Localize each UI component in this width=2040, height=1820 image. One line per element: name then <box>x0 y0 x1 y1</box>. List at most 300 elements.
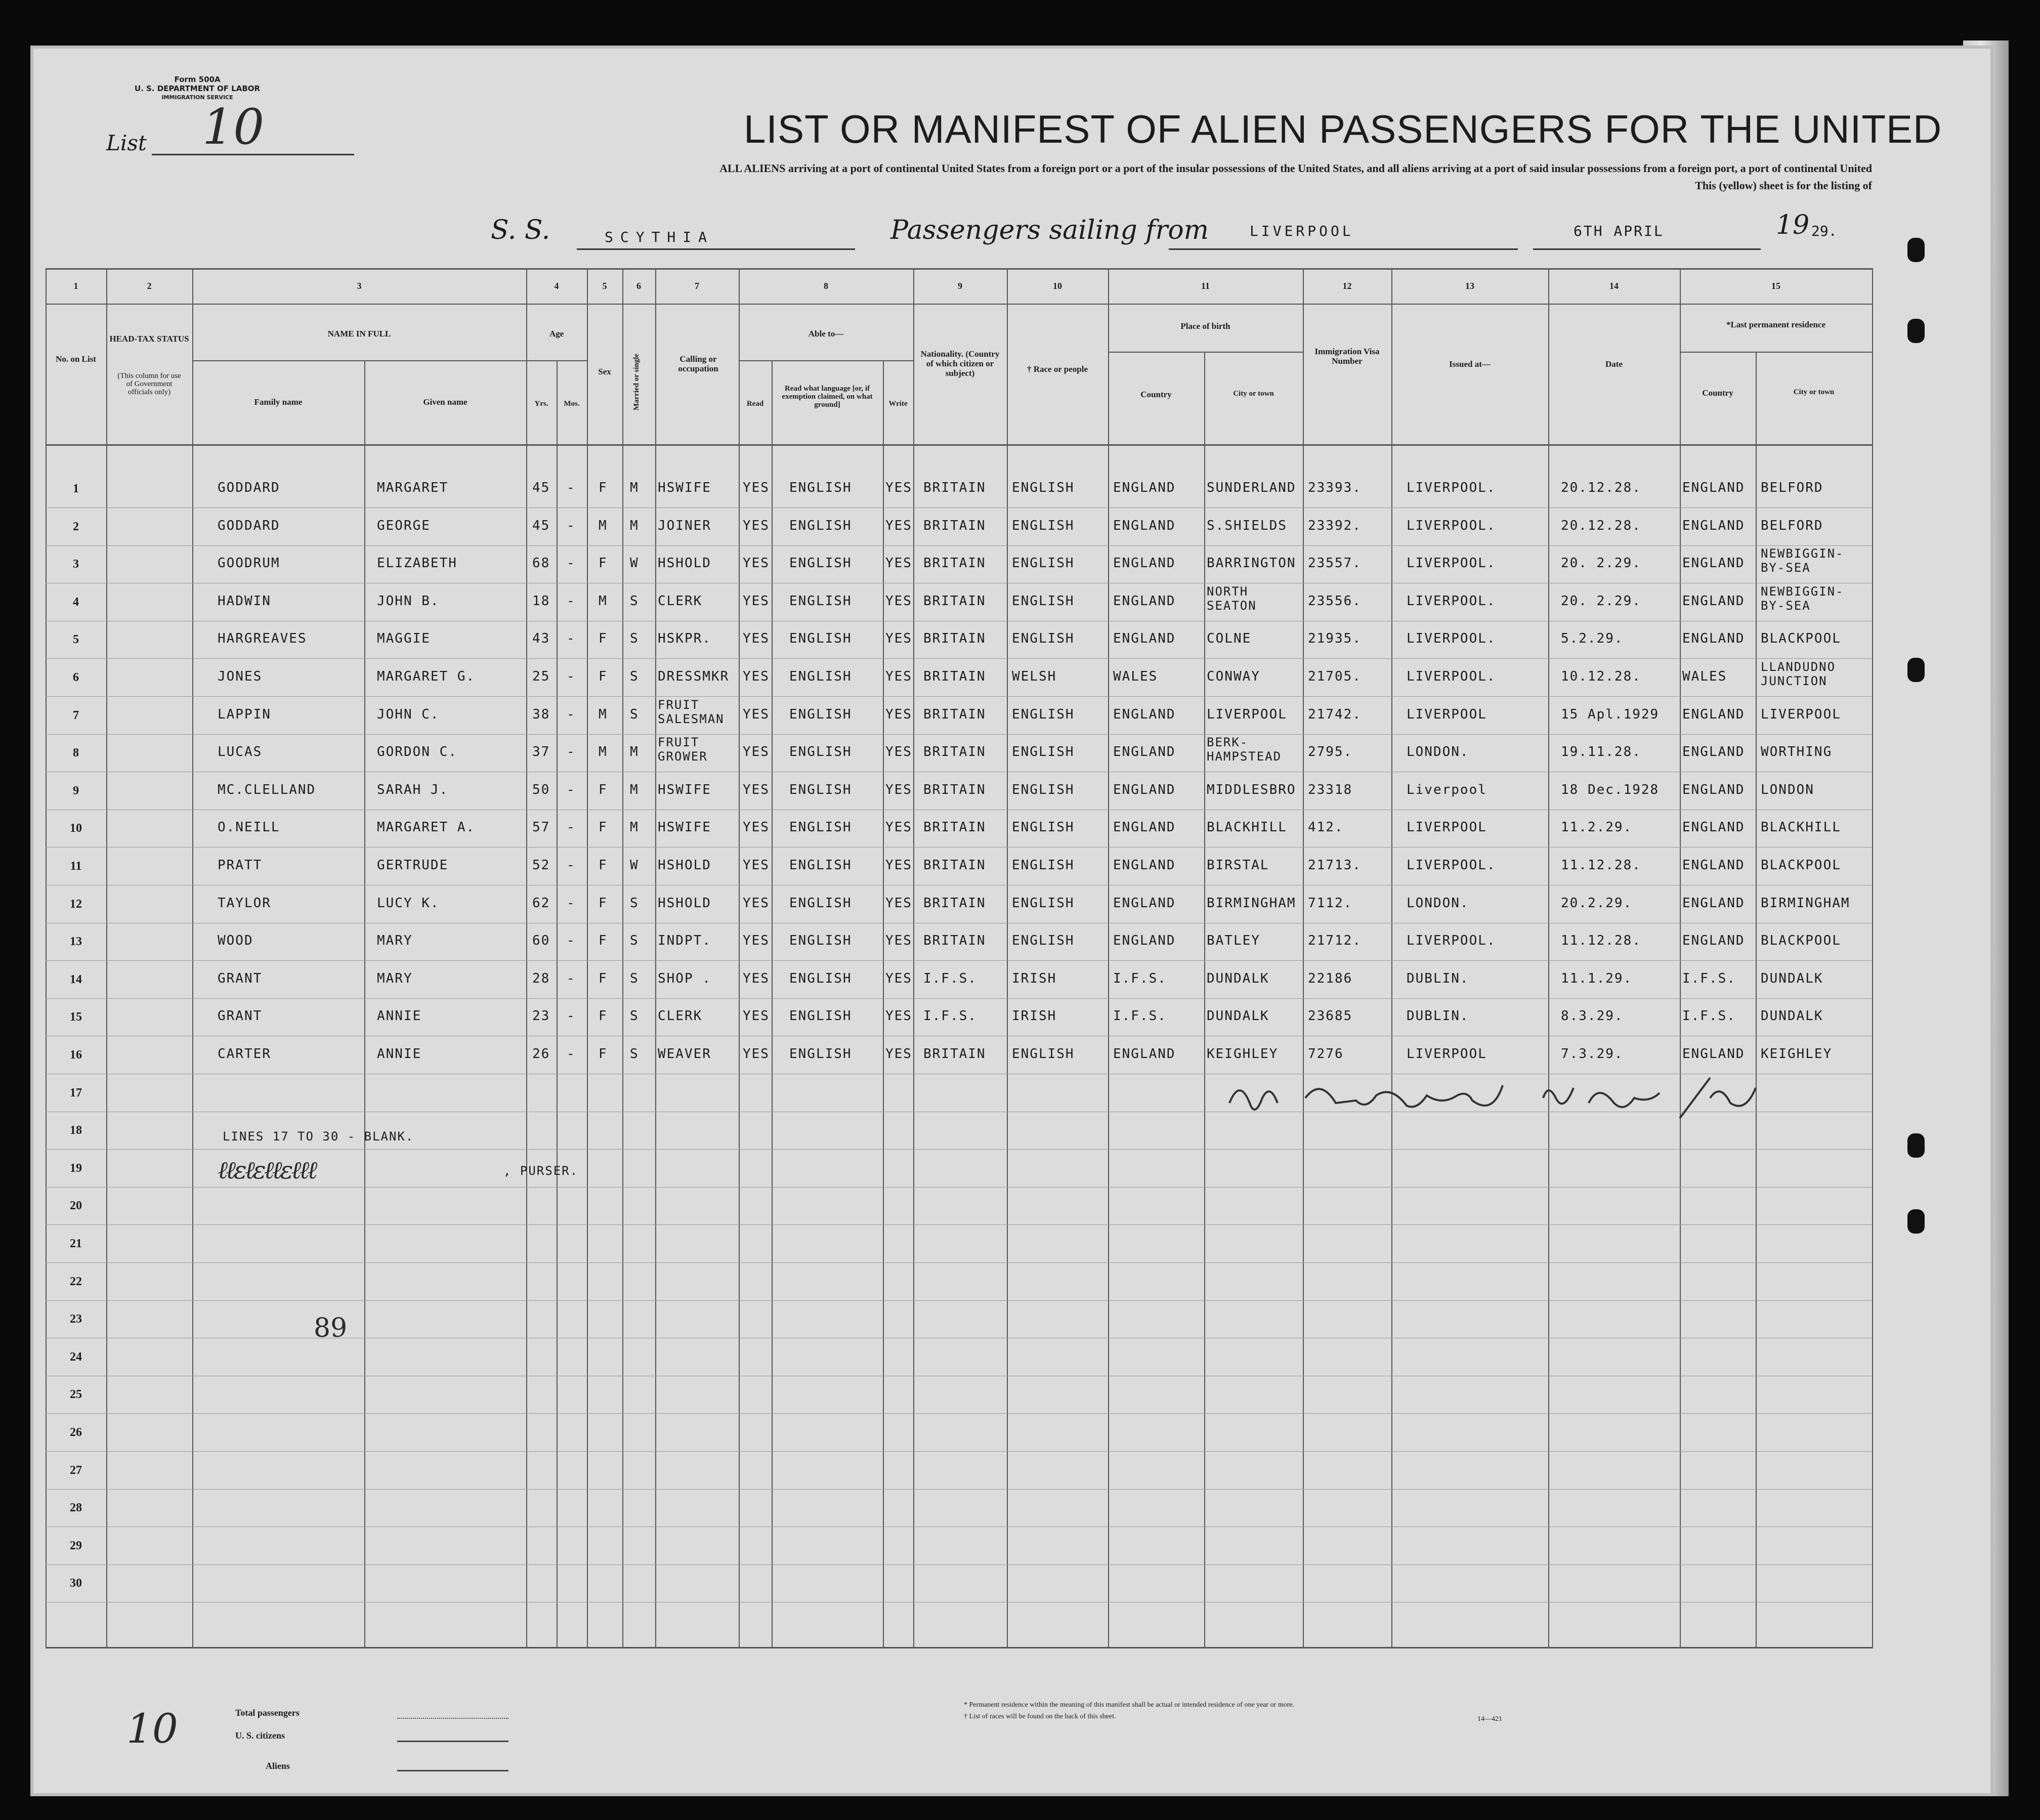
given-name-cell: ELIZABETH <box>377 556 457 571</box>
occupation-cell: HSKPR. <box>658 631 711 646</box>
read-cell: YES <box>743 933 770 948</box>
issue-date-cell: 11.12.28. <box>1561 933 1641 948</box>
age-cell: 52 <box>532 858 550 873</box>
year-prefix: 19 <box>1776 210 1810 240</box>
nationality-cell: BRITAIN <box>923 480 986 495</box>
row-number: 23 <box>70 1313 82 1326</box>
row-rule <box>46 696 1872 697</box>
months-cell: - <box>567 556 576 571</box>
race-cell: ENGLISH <box>1012 594 1075 609</box>
blank-lines-note: LINES 17 TO 30 - BLANK. <box>223 1129 414 1144</box>
residence-city-cell: KEIGHLEY <box>1761 1046 1833 1062</box>
race-cell: IRISH <box>1012 1008 1057 1024</box>
age-cell: 60 <box>532 933 550 948</box>
issue-date-cell: 15 Apl.1929 <box>1561 707 1660 722</box>
residence-city-cell: LONDON <box>1761 782 1814 797</box>
issue-date-cell: 19.11.28. <box>1561 744 1641 759</box>
residence-city-cell: DUNDALK <box>1761 1008 1823 1024</box>
row-number: 16 <box>70 1048 82 1062</box>
issued-at-cell: LONDON. <box>1407 744 1469 759</box>
sex-cell: F <box>599 631 608 646</box>
birth-country-cell: ENGLAND <box>1113 820 1176 835</box>
family-name-cell: WOOD <box>218 933 253 948</box>
issue-date-cell: 20.12.28. <box>1561 518 1641 533</box>
issued-at-cell: LIVERPOOL <box>1407 820 1487 835</box>
birth-city-cell: KEIGHLEY <box>1207 1046 1279 1062</box>
sex-cell: M <box>599 594 608 609</box>
race-cell: ENGLISH <box>1012 707 1075 722</box>
birth-city-cell: LIVERPOOL <box>1207 707 1287 722</box>
birth-country-cell: ENGLAND <box>1113 1046 1176 1062</box>
residence-country-cell: ENGLAND <box>1682 896 1745 911</box>
col-number: 11 <box>1201 281 1210 291</box>
birth-country-cell: ENGLAND <box>1113 631 1176 646</box>
read-language-cell: ENGLISH <box>789 480 852 495</box>
footer-total-label: Total passengers <box>235 1708 300 1718</box>
birth-sub-rule <box>1108 352 1303 353</box>
col-number: 13 <box>1465 281 1474 291</box>
visa-number-cell: 21713. <box>1308 858 1362 873</box>
visa-number-cell: 22186 <box>1308 971 1353 986</box>
age-cell: 18 <box>532 594 550 609</box>
given-name-cell: LUCY K. <box>377 896 440 911</box>
purser-label: , PURSER. <box>503 1164 579 1178</box>
row-number: 14 <box>70 973 82 986</box>
residence-city-cell: BLACKPOOL <box>1761 933 1841 948</box>
given-name-cell: JOHN B. <box>377 594 440 609</box>
nationality-cell: I.F.S. <box>923 1008 977 1024</box>
visa-number-cell: 23392. <box>1308 518 1362 533</box>
issue-date-cell: 20. 2.29. <box>1561 594 1641 609</box>
race-cell: ENGLISH <box>1012 933 1075 948</box>
colnum-rule <box>46 304 1872 305</box>
col-number: 10 <box>1053 281 1062 291</box>
residence-country-cell: ENGLAND <box>1682 1046 1745 1062</box>
col-line <box>192 268 193 1648</box>
col-line <box>1680 268 1681 1648</box>
occupation-cell: HSHOLD <box>658 556 711 571</box>
months-cell: - <box>567 594 576 609</box>
footer-aliens-label: Aliens <box>266 1761 290 1771</box>
row-number: 9 <box>73 784 79 797</box>
read-language-cell: ENGLISH <box>789 782 852 797</box>
col-line <box>557 360 558 1648</box>
read-cell: YES <box>743 820 770 835</box>
table-bottom-rule <box>46 1647 1872 1648</box>
marital-status-cell: S <box>630 1008 639 1024</box>
given-name-cell: MAGGIE <box>377 631 431 646</box>
given-name-cell: MARGARET G. <box>377 669 476 684</box>
col-line <box>587 268 588 1648</box>
write-cell: YES <box>885 858 912 873</box>
residence-country-cell: ENGLAND <box>1682 480 1745 495</box>
header-date: Date <box>1605 359 1623 369</box>
issue-date-cell: 20.12.28. <box>1561 480 1641 495</box>
marital-status-cell: S <box>630 1046 639 1062</box>
months-cell: - <box>567 744 576 759</box>
write-cell: YES <box>885 933 912 948</box>
months-cell: - <box>567 631 576 646</box>
occupation-cell: WEAVER <box>658 1046 711 1062</box>
write-cell: YES <box>885 820 912 835</box>
birth-country-cell: ENGLAND <box>1113 933 1176 948</box>
residence-city-cell: NEWBIGGIN- BY-SEA <box>1761 584 1844 613</box>
birth-country-cell: ENGLAND <box>1113 594 1176 609</box>
binder-hole <box>1907 658 1925 682</box>
marital-status-cell: M <box>630 744 639 759</box>
issued-at-cell: LIVERPOOL <box>1407 707 1487 722</box>
read-language-cell: ENGLISH <box>789 858 852 873</box>
age-cell: 43 <box>532 631 550 646</box>
marital-status-cell: S <box>630 594 639 609</box>
occupation-cell: JOINER <box>658 518 711 533</box>
birth-city-cell: COLNE <box>1207 631 1252 646</box>
col-line <box>1204 352 1205 1648</box>
service-name: IMMIGRATION SERVICE <box>161 94 233 101</box>
nationality-cell: BRITAIN <box>923 556 986 571</box>
race-cell: WELSH <box>1012 669 1057 684</box>
issued-at-cell: LIVERPOOL. <box>1407 480 1496 495</box>
row-number: 3 <box>73 558 79 571</box>
write-cell: YES <box>885 669 912 684</box>
sex-cell: F <box>599 1046 608 1062</box>
residence-country-cell: ENGLAND <box>1682 594 1745 609</box>
birth-city-cell: BARRINGTON <box>1207 556 1296 571</box>
row-rule <box>46 658 1872 659</box>
age-cell: 23 <box>532 1008 550 1024</box>
marital-status-cell: S <box>630 707 639 722</box>
row-number: 28 <box>70 1501 82 1514</box>
race-cell: ENGLISH <box>1012 1046 1075 1062</box>
family-name-cell: GRANT <box>218 971 263 986</box>
read-cell: YES <box>743 782 770 797</box>
residence-country-cell: I.F.S. <box>1682 971 1736 986</box>
row-number: 12 <box>70 898 82 911</box>
occupation-cell: HSWIFE <box>658 820 711 835</box>
row-number: 20 <box>70 1199 82 1212</box>
read-language-cell: ENGLISH <box>789 556 852 571</box>
residence-country-cell: ENGLAND <box>1682 782 1745 797</box>
birth-country-cell: ENGLAND <box>1113 707 1176 722</box>
col-line <box>1108 268 1109 1648</box>
sex-cell: F <box>599 480 608 495</box>
given-name-cell: MARGARET A. <box>377 820 476 835</box>
nationality-cell: BRITAIN <box>923 782 986 797</box>
visa-number-cell: 7112. <box>1308 896 1353 911</box>
marital-status-cell: W <box>630 858 639 873</box>
col-line <box>1303 268 1304 1648</box>
residence-city-cell: DUNDALK <box>1761 971 1823 986</box>
row-number: 10 <box>70 822 82 835</box>
sex-cell: F <box>599 971 608 986</box>
birth-city-cell: BERK- HAMPSTEAD <box>1207 735 1282 764</box>
year-suffix: 29. <box>1811 223 1837 239</box>
age-cell: 26 <box>532 1046 550 1062</box>
read-cell: YES <box>743 480 770 495</box>
row-rule <box>46 1300 1872 1301</box>
issued-at-cell: LIVERPOOL. <box>1407 556 1496 571</box>
sex-cell: M <box>599 707 608 722</box>
read-language-cell: ENGLISH <box>789 631 852 646</box>
ship-name: SCYTHIA <box>605 229 714 245</box>
page-number: 89 <box>314 1313 348 1343</box>
row-number: 19 <box>70 1162 82 1175</box>
col-line <box>655 268 656 1648</box>
row-rule <box>46 1451 1872 1452</box>
col-line <box>883 360 884 1648</box>
birth-country-cell: ENGLAND <box>1113 480 1176 495</box>
birth-city-cell: BATLEY <box>1207 933 1260 948</box>
marital-status-cell: S <box>630 971 639 986</box>
occupation-cell: HSHOLD <box>658 858 711 873</box>
residence-sub-rule <box>1680 352 1872 353</box>
col-line <box>106 268 107 1648</box>
family-name-cell: CARTER <box>218 1046 271 1062</box>
issue-date-cell: 20. 2.29. <box>1561 556 1641 571</box>
residence-country-cell: ENGLAND <box>1682 707 1745 722</box>
form-department <box>101 75 293 102</box>
header-able-to: Able to— <box>808 329 844 338</box>
col-line <box>364 360 365 1648</box>
race-cell: ENGLISH <box>1012 744 1075 759</box>
header-birth-city: City or town <box>1233 390 1274 398</box>
nationality-cell: BRITAIN <box>923 631 986 646</box>
issue-date-cell: 18 Dec.1928 <box>1561 782 1660 797</box>
residence-city-cell: BELFORD <box>1761 518 1823 533</box>
read-language-cell: ENGLISH <box>789 669 852 684</box>
race-cell: IRISH <box>1012 971 1057 986</box>
date-field <box>1533 247 1761 250</box>
occupation-cell: FRUIT GROWER <box>658 735 708 764</box>
manifest-subtitle-1: ALL ALIENS arriving at a port of continental United States from a foreign port or a port of the insular possessions of the United States, and all aliens arriving at a port of said insular possessions from a foreign port, a port of continental United <box>719 162 1872 175</box>
occupation-cell: CLERK <box>658 594 703 609</box>
nationality-cell: BRITAIN <box>923 896 986 911</box>
given-name-cell: ANNIE <box>377 1008 422 1024</box>
birth-country-cell: ENGLAND <box>1113 744 1176 759</box>
row-number: 22 <box>70 1275 82 1288</box>
issued-at-cell: DUBLIN. <box>1407 1008 1469 1024</box>
row-number: 21 <box>70 1237 82 1250</box>
row-rule <box>46 1224 1872 1225</box>
occupation-cell: HSWIFE <box>658 782 711 797</box>
inspector-signature <box>1224 1068 1832 1138</box>
col-number: 2 <box>147 281 152 291</box>
given-name-cell: GEORGE <box>377 518 431 533</box>
read-language-cell: ENGLISH <box>789 594 852 609</box>
row-number: 8 <box>73 746 79 759</box>
row-number: 2 <box>73 520 79 533</box>
col-line <box>622 268 623 1648</box>
write-cell: YES <box>885 1008 912 1024</box>
read-language-cell: ENGLISH <box>789 933 852 948</box>
header-yrs: Yrs. <box>534 400 548 408</box>
read-cell: YES <box>743 1046 770 1062</box>
given-name-cell: MARY <box>377 971 413 986</box>
months-cell: - <box>567 933 576 948</box>
row-number: 15 <box>70 1010 82 1024</box>
row-number: 30 <box>70 1577 82 1590</box>
given-name-cell: GORDON C. <box>377 744 457 759</box>
sex-cell: M <box>599 518 608 533</box>
sailing-date: 6TH APRIL <box>1574 223 1664 239</box>
row-number: 6 <box>73 671 79 684</box>
visa-number-cell: 23393. <box>1308 480 1362 495</box>
residence-country-cell: ENGLAND <box>1682 631 1745 646</box>
occupation-cell: FRUIT SALESMAN <box>658 698 725 726</box>
visa-number-cell: 21712. <box>1308 933 1362 948</box>
sailing-port: LIVERPOOL <box>1250 223 1354 239</box>
write-cell: YES <box>885 518 912 533</box>
issued-at-cell: LONDON. <box>1407 896 1469 911</box>
family-name-cell: GRANT <box>218 1008 263 1024</box>
marital-status-cell: S <box>630 669 639 684</box>
sex-cell: F <box>599 933 608 948</box>
issue-date-cell: 5.2.29. <box>1561 631 1624 646</box>
sex-cell: F <box>599 858 608 873</box>
age-cell: 57 <box>532 820 550 835</box>
nationality-cell: BRITAIN <box>923 1046 986 1062</box>
write-cell: YES <box>885 707 912 722</box>
list-number: 10 <box>202 99 265 155</box>
header-head-tax-note: (This column for use of Government officials only) <box>117 372 181 396</box>
purser-signature: ℓℓɛℓɛℓℓɛℓℓℓ <box>218 1156 316 1184</box>
issue-date-cell: 10.12.28. <box>1561 669 1641 684</box>
row-rule <box>46 1262 1872 1263</box>
able-sub-rule <box>739 360 913 361</box>
col-number: 5 <box>602 281 607 291</box>
header-calling: Calling or occupation <box>678 354 718 373</box>
nationality-cell: BRITAIN <box>923 707 986 722</box>
write-cell: YES <box>885 631 912 646</box>
row-rule <box>46 1564 1872 1565</box>
birth-country-cell: ENGLAND <box>1113 896 1176 911</box>
write-cell: YES <box>885 744 912 759</box>
visa-number-cell: 23557. <box>1308 556 1362 571</box>
col-number: 8 <box>824 281 828 291</box>
age-cell: 62 <box>532 896 550 911</box>
months-cell: - <box>567 669 576 684</box>
binder-hole <box>1907 1133 1925 1158</box>
name-sub-rule <box>192 360 526 361</box>
footer-citizens-label: U. S. citizens <box>235 1730 285 1741</box>
family-name-cell: TAYLOR <box>218 896 271 911</box>
read-cell: YES <box>743 594 770 609</box>
residence-country-cell: ENGLAND <box>1682 820 1745 835</box>
row-rule <box>46 1149 1872 1150</box>
visa-number-cell: 23556. <box>1308 594 1362 609</box>
sex-cell: F <box>599 556 608 571</box>
family-name-cell: LUCAS <box>218 744 263 759</box>
residence-city-cell: BLACKPOOL <box>1761 631 1841 646</box>
race-cell: ENGLISH <box>1012 896 1075 911</box>
read-cell: YES <box>743 669 770 684</box>
marital-status-cell: M <box>630 518 639 533</box>
birth-city-cell: BIRSTAL <box>1207 858 1269 873</box>
footer-note-1: * Permanent residence within the meaning of this manifest shall be actual or intended residence of one year or more. <box>964 1701 1295 1709</box>
col-line <box>739 268 740 1648</box>
read-cell: YES <box>743 896 770 911</box>
header-write: Write <box>888 400 908 408</box>
header-age: Age <box>549 329 564 338</box>
row-rule <box>46 847 1872 848</box>
marital-status-cell: W <box>630 556 639 571</box>
row-rule <box>46 1187 1872 1188</box>
months-cell: - <box>567 1046 576 1062</box>
issue-date-cell: 11.2.29. <box>1561 820 1633 835</box>
sailing-label: Passengers sailing from <box>890 215 1209 245</box>
manifest-subtitle-2: This (yellow) sheet is for the listing of <box>1695 179 1872 192</box>
visa-number-cell: 21705. <box>1308 669 1362 684</box>
header-mos: Mos. <box>564 400 580 408</box>
given-name-cell: MARGARET <box>377 480 449 495</box>
age-cell: 28 <box>532 971 550 986</box>
issue-date-cell: 11.12.28. <box>1561 858 1641 873</box>
header-place-of-birth: Place of birth <box>1180 321 1230 331</box>
row-rule <box>46 545 1872 546</box>
sex-cell: F <box>599 1008 608 1024</box>
family-name-cell: PRATT <box>218 858 263 873</box>
col-line <box>1756 352 1757 1648</box>
row-rule <box>46 507 1872 508</box>
sex-cell: F <box>599 820 608 835</box>
col-number: 14 <box>1609 281 1619 291</box>
residence-city-cell: BLACKHILL <box>1761 820 1841 835</box>
family-name-cell: LAPPIN <box>218 707 271 722</box>
list-label: List <box>106 131 147 155</box>
visa-number-cell: 7276 <box>1308 1046 1344 1062</box>
given-name-cell: SARAH J. <box>377 782 449 797</box>
occupation-cell: SHOP . <box>658 971 711 986</box>
marital-status-cell: S <box>630 933 639 948</box>
residence-country-cell: I.F.S. <box>1682 1008 1736 1024</box>
header-nationality: Nationality. (Country of which citizen or subject) <box>920 349 1000 378</box>
months-cell: - <box>567 971 576 986</box>
read-language-cell: ENGLISH <box>789 896 852 911</box>
nationality-cell: BRITAIN <box>923 933 986 948</box>
issue-date-cell: 11.1.29. <box>1561 971 1633 986</box>
birth-city-cell: BIRMINGHAM <box>1207 896 1296 911</box>
nationality-cell: BRITAIN <box>923 594 986 609</box>
header-race: † Race or people <box>1027 364 1088 374</box>
residence-country-cell: ENGLAND <box>1682 556 1745 571</box>
read-cell: YES <box>743 971 770 986</box>
read-language-cell: ENGLISH <box>789 971 852 986</box>
months-cell: - <box>567 858 576 873</box>
read-cell: YES <box>743 707 770 722</box>
row-rule <box>46 998 1872 999</box>
race-cell: ENGLISH <box>1012 556 1075 571</box>
residence-city-cell: BIRMINGHAM <box>1761 896 1850 911</box>
visa-number-cell: 23685 <box>1308 1008 1353 1024</box>
birth-city-cell: DUNDALK <box>1207 971 1269 986</box>
given-name-cell: MARY <box>377 933 413 948</box>
row-number: 7 <box>73 709 79 722</box>
months-cell: - <box>567 782 576 797</box>
read-cell: YES <box>743 1008 770 1024</box>
col-number: 3 <box>357 281 362 291</box>
given-name-cell: ANNIE <box>377 1046 422 1062</box>
months-cell: - <box>567 518 576 533</box>
nationality-cell: BRITAIN <box>923 744 986 759</box>
row-number: 29 <box>70 1539 82 1552</box>
row-number: 5 <box>73 633 79 646</box>
residence-country-cell: ENGLAND <box>1682 518 1745 533</box>
row-number: 18 <box>70 1124 82 1137</box>
family-name-cell: HARGREAVES <box>218 631 307 646</box>
header-name-in-full: NAME IN FULL <box>327 329 391 338</box>
row-number: 26 <box>70 1426 82 1439</box>
binder-hole <box>1907 1209 1925 1234</box>
